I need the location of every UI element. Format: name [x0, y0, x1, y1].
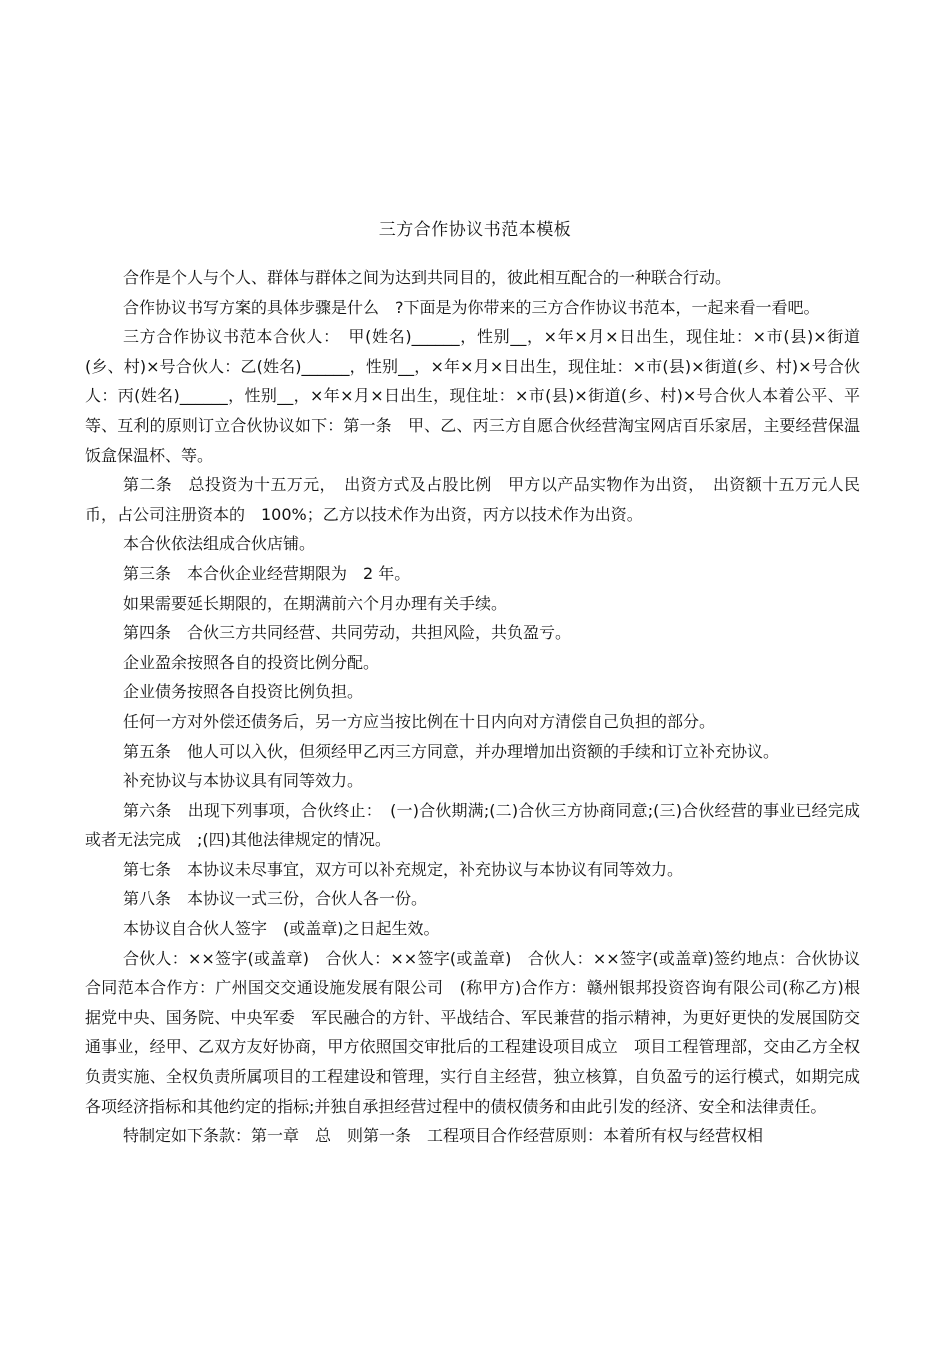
paragraph: 任何一方对外偿还债务后，另一方应当按比例在十日内向对方清偿自己负担的部分。	[123, 711, 716, 731]
paragraph: 企业盈余按照各自的投资比例分配。	[123, 652, 380, 672]
paragraph: 第六条 出现下列事项，合伙终止： (一)合伙期满;(二)合伙三方协商同意;(三)合伙经营的事业已经完成或者无法完成 ;(四)其他法律规定的情况。	[85, 800, 860, 850]
paragraph: 合作协议书写方案的具体步骤是什么 ?下面是为你带来的三方合作协议书范本，一起来看一看吧。	[123, 297, 820, 317]
paragraph: 第四条 合伙三方共同经营、共同劳动，共担风险，共负盈亏。	[123, 623, 572, 643]
paragraph: 特制定如下条款：第一章 总 则第一条 工程项目合作经营原则：本着所有权与经营权相	[123, 1126, 764, 1146]
paragraph: 本协议自合伙人签字 (或盖章)之日起生效。	[123, 919, 440, 939]
paragraph: 企业债务按照各自投资比例负担。	[123, 682, 364, 702]
paragraph: 本合伙依法组成合伙店铺。	[123, 534, 316, 554]
paragraph: 第八条 本协议一式三份，合伙人各一份。	[123, 889, 428, 909]
paragraph: 第二条 总投资为十五万元， 出资方式及占股比例 甲方以产品实物作为出资， 出资额十五万元人民币，占公司注册资本的 100%；乙方以技术作为出资，丙方以技术作为出资。	[85, 475, 860, 524]
paragraph: 如果需要延长期限的，在期满前六个月办理有关手续。	[123, 593, 508, 613]
document-body	[85, 263, 860, 1151]
paragraph: 第七条 本协议未尽事宜，双方可以补充规定，补充协议与本协议有同等效力。	[123, 859, 684, 879]
document-title: 三方合作协议书范本模板	[378, 220, 572, 240]
paragraph: 第五条 他人可以入伙，但须经甲乙丙三方同意，并办理增加出资额的手续和订立补充协议。	[123, 741, 780, 761]
paragraph: 第三条 本合伙企业经营期限为 2 年。	[123, 563, 411, 583]
paragraph: 补充协议与本协议具有同等效力。	[123, 771, 364, 791]
paragraph: 合作是个人与个人、群体与群体之间为达到共同目的，彼此相互配合的一种联合行动。	[123, 268, 732, 287]
paragraph: 合伙人：××签字(或盖章) 合伙人：××签字(或盖章) 合伙人：××签字(或盖章)签约地点：合伙协议合同范本合作方：广州国交交通设施发展有限公司 (称甲方)合作方：赣州银邦投资咨询有限公司(称乙方)根据党中央、国务院、中央军委 军民融合的方针、平战结合、军民兼营的指示精神，为更好更快的发展国防交通事业，经甲、乙双方友好协商，甲方依照国交审批后的工程建设项目成立 项目工程管理部，交由乙方全权负责实施、全权负责所属项目的工程建设和管理，实行自主经营，独立核算，自负盈亏的运行模式，如期完成各项经济指标和其他约定的指标;并独自承担经营过程中的债权债务和由此引发的经济、安全和法律责任。	[85, 948, 860, 1116]
paragraph: 三方合作协议书范本合伙人： 甲(姓名)______，性别__，×年×月×日出生，现住址：×市(县)×街道(乡、村)×号合伙人：乙(姓名)______，性别__，×年×月×日出生，现住址：×市(县)×街道(乡、村)×号合伙人：丙(姓名)______，性别__，×年×月×日出生，现住址：×市(县)×街道(乡、村)×号合伙人本着公平、平等、互利的原则订立合伙协议如下：第一条 甲、乙、丙三方自愿合伙经营淘宝网店百乐家居，主要经营保温饭盒保温杯、等。	[85, 327, 860, 465]
